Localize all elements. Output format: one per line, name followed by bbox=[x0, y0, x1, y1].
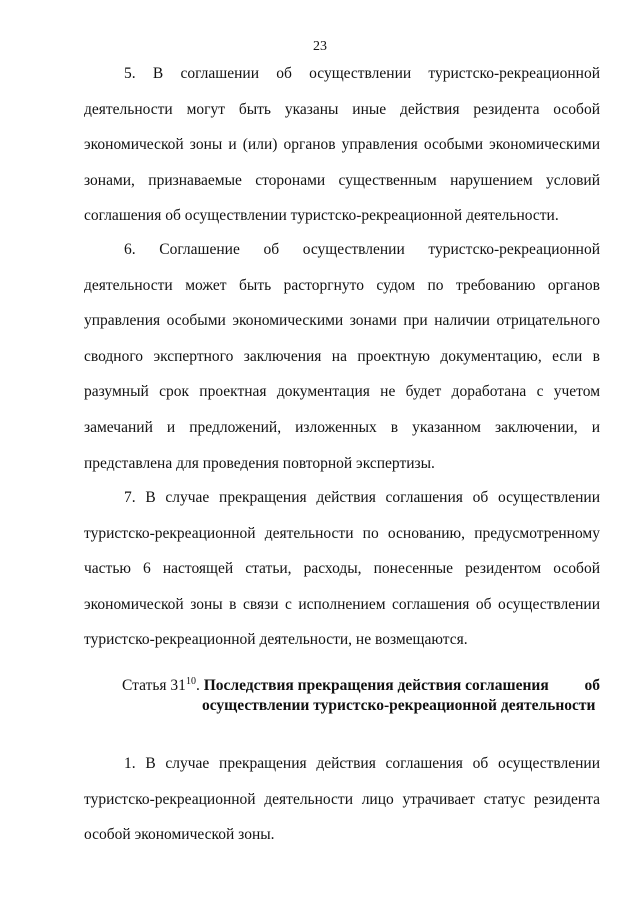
paragraph-5: 5. В соглашении об осуществлении туристско-рекреационной деятельности могут быть указаны иные действия резидента особой экономической зоны и (или) органов управления особыми экономическими зонами, признаваемые сторонами существенным нарушением условий соглашения об осуществлении туристско-рекреационной деятельности. bbox=[84, 65, 600, 225]
article-paragraph-1: 1. В случае прекращения действия соглашения об осуществлении туристско-рекреационной деятельности лицо утрачивает статус резидента особой экономической зоны. bbox=[84, 755, 600, 844]
article-title-line2: осуществлении туристско-рекреационной деятельности bbox=[202, 697, 596, 714]
article-title-line1-end: об bbox=[584, 677, 600, 694]
article-heading-line1 bbox=[122, 676, 600, 696]
article-heading-line2 bbox=[122, 696, 600, 716]
article-heading bbox=[122, 676, 600, 716]
paragraph-6: 6. Соглашение об осуществлении туристско-рекреационной деятельности может быть расторгнуто судом по требованию органов управления особыми экономическими зонами при наличии отрицательного сводного экспертного заключения на проектную документацию, если в разумный срок проектная документация не будет доработана с учетом замечаний и предложений, изложенных в указанном заключении, и представлена для проведения повторной экспертизы. bbox=[84, 241, 600, 472]
article-superscript: 10 bbox=[185, 676, 196, 687]
page-number: 23 bbox=[313, 39, 327, 54]
article-label-group: Статья $31^{10}$. Последствия прекращения действия соглашения bbox=[122, 676, 549, 694]
article-title-line1: Последствия прекращения действия соглашения bbox=[203, 677, 549, 694]
paragraph-7: 7. В случае прекращения действия соглашения об осуществлении туристско-рекреационной деятельности по основанию, предусмотренному частью 6 настоящей статьи, расходы, понесенные резидентом особой экономической зоны в связи с исполнением соглашения об осуществлении туристско-рекреационной деятельности, не возмещаются. bbox=[84, 489, 600, 649]
article-label: Статья 31 bbox=[122, 677, 186, 694]
